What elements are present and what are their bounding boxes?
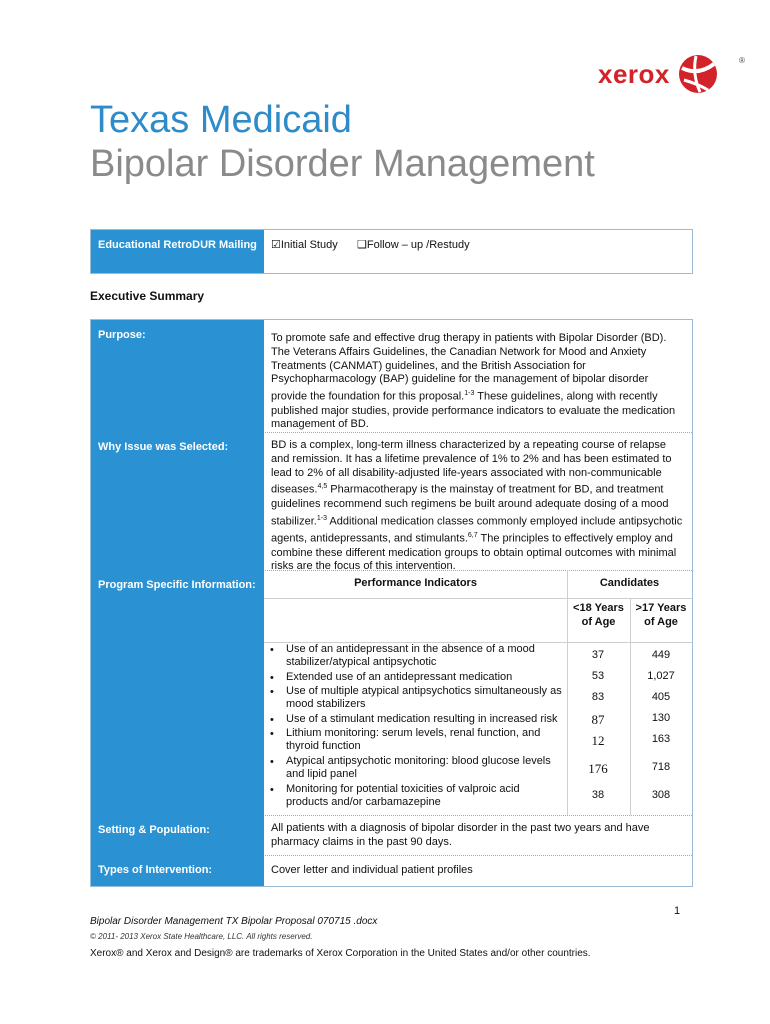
footer-doc-name: Bipolar Disorder Management TX Bipolar Proposal 070715 .docx <box>90 916 378 927</box>
page-title: Texas Medicaid <box>90 99 352 141</box>
registered-mark: ® <box>739 56 745 65</box>
indicators-header: Performance Indicators <box>354 577 477 589</box>
logo-text: xerox <box>598 58 670 89</box>
count-under-18: 87 <box>591 712 605 727</box>
count-under-18: 176 <box>588 761 608 776</box>
why-label: Why Issue was Selected: <box>91 432 264 570</box>
count-under-18: 38 <box>591 789 605 801</box>
count-over-17: 449 <box>651 649 671 661</box>
bullet: • <box>270 686 274 698</box>
purpose-label: Purpose: <box>91 320 264 432</box>
mailing-box <box>90 229 693 274</box>
why-text: BD is a complex, long-term illness characterized by a repeating course of relapse and remission. It has a lifetime prevalence of 1% to 2% and has been estimated to lead to 2% of all disability-adjusted life-years associated with non-communicable diseases.$^{4,5}$ Pharmacotherapy is the mainstay of treatment for BD, and treatment guidelines recommend such regimens be built around adequate dosing of a mood stabilizer.$^{1-3}$ Additional medication classes commonly employed include antipsychotic agents, antidepressants, and stimulants.$^{6,7}$ The principles to effectively employ and combine these different medication groups to obtain optimal outcomes with minimal risks are the focus of this intervention. <box>271 439 683 573</box>
age-under-18-header: <18 Years of Age <box>573 602 624 628</box>
program-label: Program Specific Information: <box>91 570 264 815</box>
count-under-18: 53 <box>591 670 605 682</box>
xerox-logo <box>598 52 718 96</box>
count-over-17: 405 <box>651 691 671 703</box>
why-row <box>91 432 692 571</box>
count-over-17: 130 <box>651 712 671 724</box>
count-under-18: 37 <box>591 649 605 661</box>
count-over-17: 1,027 <box>647 670 675 682</box>
bullet: • <box>270 714 274 726</box>
count-over-17: 163 <box>651 733 671 745</box>
footer-copyright: © 2011- 2013 Xerox State Healthcare, LLC. All rights reserved. <box>90 932 313 941</box>
setting-row <box>91 815 692 856</box>
follow-up-checkbox[interactable]: ❑Follow – up /Restudy <box>357 239 470 251</box>
footer-trademark: Xerox® and Xerox and Design® are trademarks of Xerox Corporation in the United States and/or other countries. <box>90 948 591 959</box>
age-over-17-header: >17 Years of Age <box>635 602 687 628</box>
bullet: • <box>270 644 274 656</box>
types-row <box>91 855 692 886</box>
setting-label: Setting & Population: <box>91 815 264 855</box>
indicator-text: Use of an antidepressant in the absence of a mood stabilizer/atypical antipsychotic <box>286 643 535 668</box>
count-under-18: 83 <box>591 691 605 703</box>
initial-study-checkbox[interactable]: ☑Initial Study <box>271 239 338 251</box>
candidates-header: Candidates <box>599 577 660 589</box>
count-over-17: 308 <box>651 789 671 801</box>
types-text: Cover letter and individual patient profiles <box>271 864 473 876</box>
executive-summary-heading: Executive Summary <box>90 289 205 303</box>
performance-table <box>264 570 692 815</box>
indicator-text: Atypical antipsychotic monitoring: blood glucose levels and lipid panel <box>286 755 551 780</box>
mailing-label: Educational RetroDUR Mailing <box>91 230 264 273</box>
page-number: 1 <box>674 905 681 917</box>
indicator-text: Extended use of an antidepressant medication <box>286 671 513 683</box>
program-row <box>91 570 692 816</box>
count-under-18: 12 <box>591 733 605 748</box>
purpose-text: To promote safe and effective drug therapy in patients with Bipolar Disorder (BD). The Veterans Affairs Guidelines, the Canadian Network for Mood and Anxiety Treatments (CANMAT) guidelines, and the British Association for Psychopharmacology (BAP) guideline for the management of bipolar disorder provide the foundation for this proposal.$^{1-3}$ These guidelines, along with recently published major studies, provide performance indicators to evaluate the medication management of BD. <box>271 332 676 431</box>
indicator-text: Monitoring for potential toxicities of valproic acid products and/or carbamazepine <box>286 783 520 808</box>
page-subtitle: Bipolar Disorder Management <box>90 143 595 185</box>
indicator-text: Lithium monitoring: serum levels, renal function, and thyroid function <box>286 727 541 752</box>
bullet: • <box>270 756 274 768</box>
bullet: • <box>270 672 274 684</box>
summary-table <box>90 319 693 887</box>
types-label: Types of Intervention: <box>91 855 264 886</box>
indicator-text: Use of a stimulant medication resulting in increased risk <box>286 713 558 725</box>
indicator-text: Use of multiple atypical antipsychotics simultaneously as mood stabilizers <box>286 685 562 710</box>
bullet: • <box>270 784 274 796</box>
xerox-sphere-icon <box>678 54 718 94</box>
count-over-17: 718 <box>651 761 671 773</box>
bullet: • <box>270 728 274 740</box>
setting-text: All patients with a diagnosis of bipolar disorder in the past two years and have pharmacy claims in the past 90 days. <box>271 822 650 848</box>
purpose-row <box>91 320 692 433</box>
